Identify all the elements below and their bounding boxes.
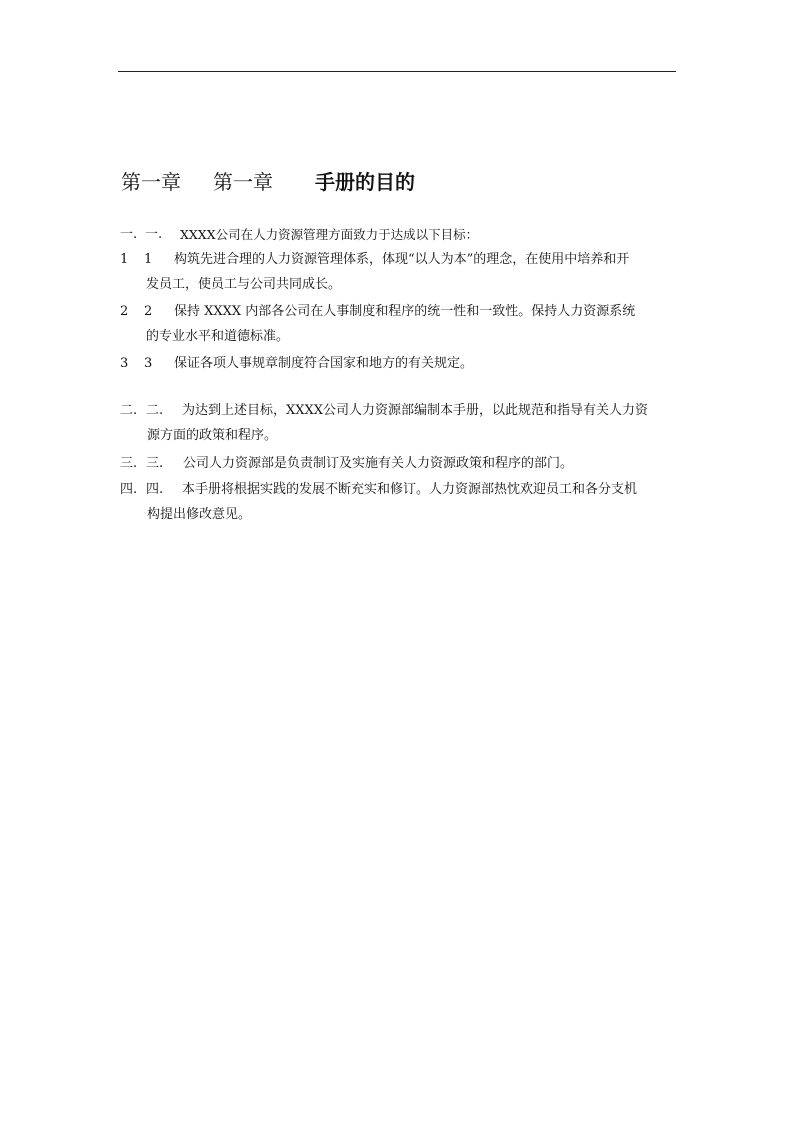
section-2 [120, 398, 676, 448]
section-number-duplicate: 四. [146, 482, 164, 497]
chapter-label: 第一章 [121, 170, 181, 194]
item-number-duplicate: 1 [144, 252, 153, 267]
section-text: XXXX公司在人力资源管理方面致力于达成以下目标： [180, 227, 479, 242]
item-number: 2 [120, 304, 129, 319]
section-number: 一. [120, 227, 138, 242]
chapter-label-duplicate: 第一章 [213, 170, 273, 194]
section-text-line1: 本手册将根据实践的发展不断充实和修订。人力资源部热忱欢迎员工和各分支机 [182, 482, 638, 497]
section-number: 三. [120, 456, 138, 471]
header-rule [118, 71, 676, 72]
item-number: 3 [120, 356, 129, 371]
item-text-line1: 保持 XXXX 内部各公司在人事制度和程序的统一性和一致性。保持人力资源系统 [174, 304, 636, 319]
item-text-line2: 的专业水平和道德标准。 [146, 329, 290, 344]
item-number-duplicate: 2 [144, 304, 153, 319]
section-number: 二. [120, 403, 138, 418]
section-text-line1: 公司人力资源部是负责制订及实施有关人力资源政策和程序的部门。 [183, 456, 574, 471]
item-number: 1 [120, 252, 129, 267]
list-item [120, 351, 676, 376]
section-text-line2: 源方面的政策和程序。 [147, 428, 278, 443]
section-4 [120, 477, 676, 527]
section-3 [120, 451, 676, 476]
list-item [120, 247, 676, 297]
section-number-duplicate: 二. [146, 403, 164, 418]
list-item [120, 299, 676, 349]
chapter-heading: 手册的目的 [315, 170, 415, 194]
section-number: 四. [120, 482, 138, 497]
section-text-line1: 为达到上述目标，XXXX公司人力资源部编制本手册，以此规范和指导有关人力资 [182, 403, 649, 418]
item-number-duplicate: 3 [144, 356, 153, 371]
section-text-line2: 构提出修改意见。 [147, 507, 252, 522]
item-text-line2: 发员工，使员工与公司共同成长。 [146, 277, 342, 292]
section-number-duplicate: 一. [145, 227, 163, 242]
chapter-title [121, 168, 415, 196]
item-text-line1: 构筑先进合理的人力资源管理体系，体现“以人为本”的理念，在使用中培养和开 [174, 252, 630, 267]
section-1 [120, 222, 676, 247]
item-text-line1: 保证各项人事规章制度符合国家和地方的有关规定。 [174, 356, 474, 371]
section-number-duplicate: 三. [146, 456, 164, 471]
